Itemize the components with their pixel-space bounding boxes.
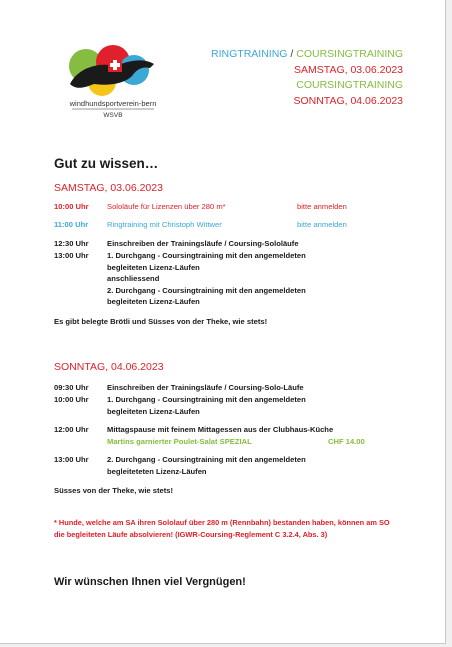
register-note: bitte anmelden <box>297 220 347 229</box>
header-line-1: RINGTRAINING / COURSINGTRAINING <box>211 48 403 60</box>
closing-line: Wir wünschen Ihnen viel Vergnügen! <box>54 576 246 588</box>
saturday-footer: Es gibt belegte Brötli und Süsses von der Theke, wie stets! <box>54 317 268 326</box>
header-event-titles <box>211 47 403 109</box>
header-coursingtraining: COURSINGTRAINING <box>296 48 403 60</box>
club-logo <box>58 44 168 126</box>
document-page: windhundsportverein-bern WSVB RINGTRAINING / COURSINGTRAINING SAMSTAG, 03.06.2023 COURSINGTRAINING SONNTAG, 04.06.2023 Gut zu wissen… SAMSTAG, 03.06.2023 10:00 Uhr Sololäufe für Lizenzen über 280 m* bitte anmelden 11:00 Uhr Ringtraining mit Christoph Wittwer bitte anmelden 12:30 Uhr Einschreiben der Trainingsläufe / Coursing-Sololäufe 13:00 Uhr 1. Durchgang - Coursingtraining mit den angemeldeten begleiteten Lizenz-Läufen anschliessend 2. Durchgang - Coursingtraining mit den angemeldeten begleiteten Lizenz-Läufen Es gibt belegte Brötli und Süsses von der Theke, wie stets! SONNTAG, 04.06.2023 09:30 Uhr Einschreiben der Trainingsläufe / Coursing-Solo-Läufe 10:00 Uhr 1. Durchgang - Coursingtraining mit den angemeldeten begleiteten Lizenz-Läufen 12:00 Uhr Mittagspause mit feinem Mittagessen aus der Clubhaus-Küche Martins garnierter Poulet-Salat SPEZIAL CHF 14.00 13:00 Uhr 2. Durchgang - Coursingtraining mit den angemeldeten begleiteteten Lizenz-Läufen Süsses von der Theke, wie stets! * Hunde, welche am SA ihren Sololauf über 280 m (Rennbahn) bestanden haben, können am SO die begleiteten Läufe absolvieren! (IGWR-Coursing-Reglement C 3.2.4, Abs. 3) Wir wünschen Ihnen viel Vergnügen! <box>0 0 446 644</box>
logo-abbr-text: WSVB <box>103 112 123 119</box>
register-note: bitte anmelden <box>297 202 347 211</box>
header-ringtraining: RINGTRAINING <box>211 48 288 60</box>
menu-dish: Martins garnierter Poulet-Salat SPEZIAL <box>107 436 252 446</box>
saturday-heading: SAMSTAG, 03.06.2023 <box>54 182 163 194</box>
footnote: * Hunde, welche am SA ihren Sololauf über 280 m (Rennbahn) bestanden haben, können am SO die begleiteten Läufe absolvieren! (IGWR-Coursing-Reglement C 3.2.4, Abs. 3) <box>54 518 390 539</box>
header-coursingtraining-2: COURSINGTRAINING <box>296 79 403 91</box>
header-saturday-date: SAMSTAG, 03.06.2023 <box>294 63 403 76</box>
header-sunday-date: SONNTAG, 04.06.2023 <box>293 94 403 107</box>
menu-price: CHF 14.00 <box>328 436 365 446</box>
sunday-footer: Süsses von der Theke, wie stets! <box>54 486 174 495</box>
sunday-heading: SONNTAG, 04.06.2023 <box>54 361 164 373</box>
logo-name-text: windhundsportverein-bern <box>69 99 157 108</box>
greyhound-logo-icon <box>58 44 168 126</box>
page-title: Gut zu wissen… <box>54 156 159 171</box>
